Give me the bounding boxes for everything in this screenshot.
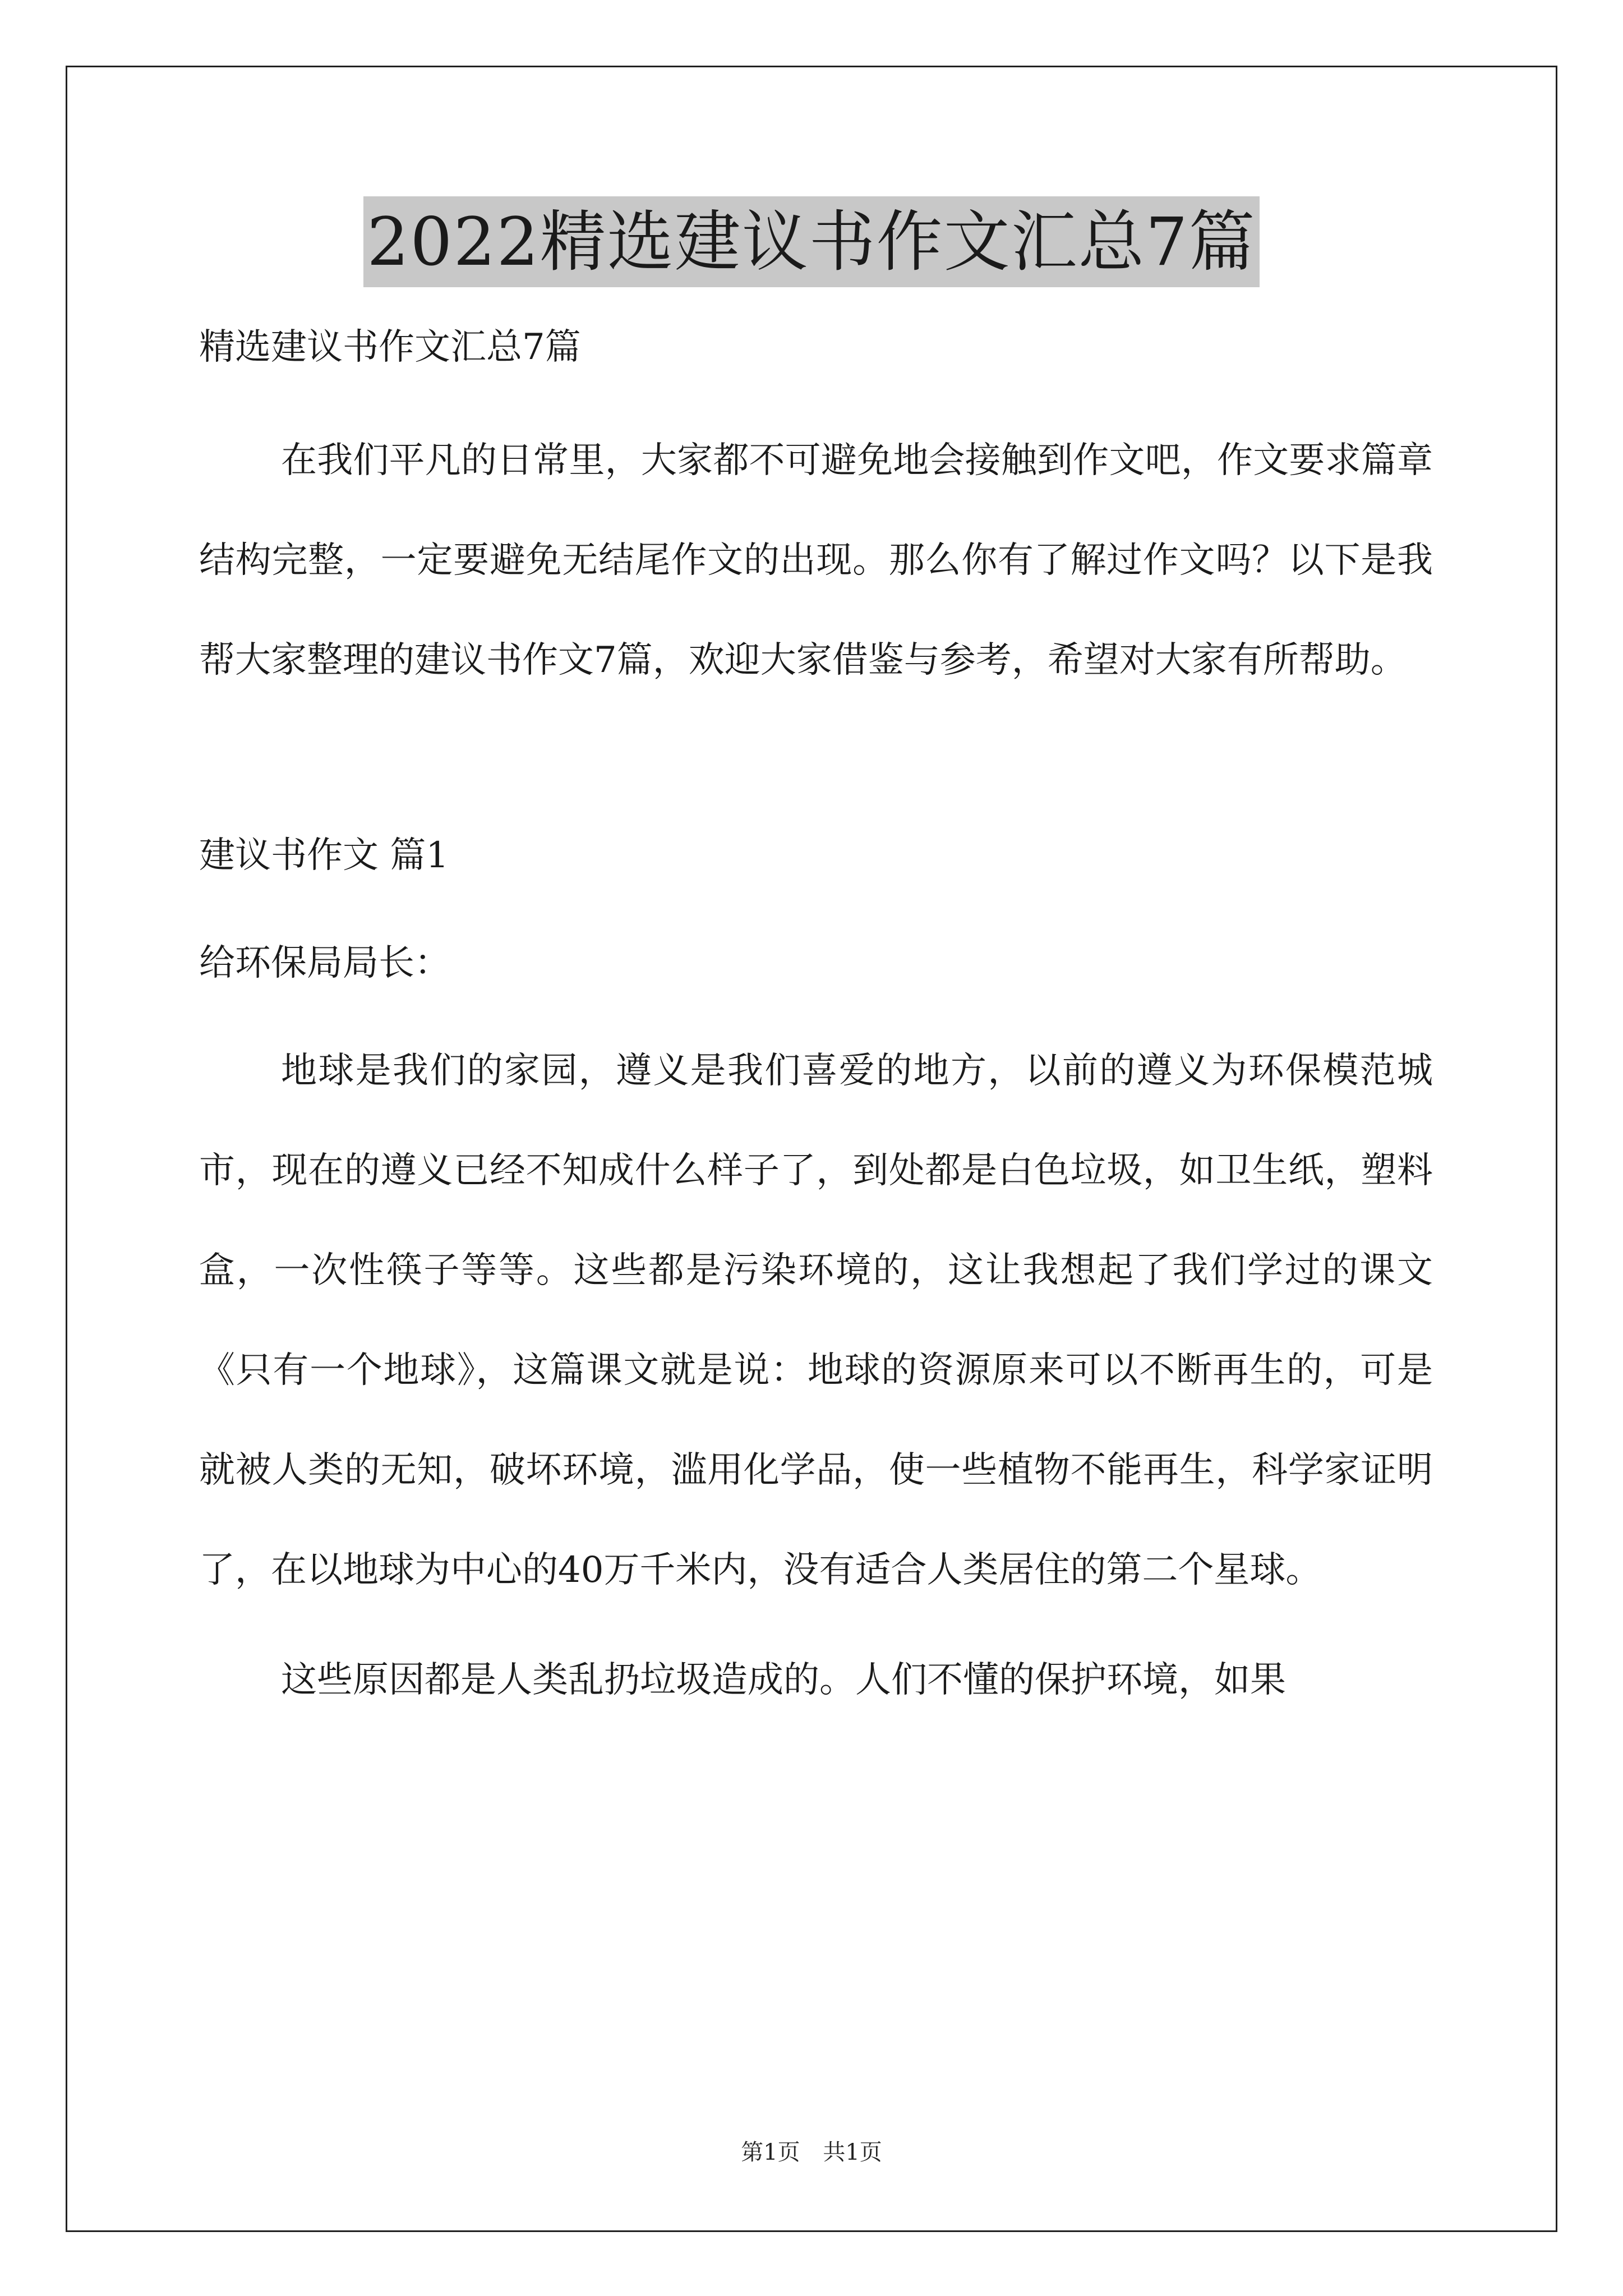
body-paragraph: 这些原因都是人类乱扔垃圾造成的。人们不懂的保护环境，如果	[281, 1659, 1286, 1701]
intro-paragraph: 在我们平凡的日常里，大家都不可避免地会接触到作文吧，作文要求篇章结构完整，一定要避免无结尾作文的出现。那么你有了解过作文吗？以下是我帮大家整理的建议书作文7篇，欢迎大家借鉴与参考，希望对大家有所帮助。	[199, 440, 1433, 681]
page-total: 共1页	[823, 2139, 882, 2165]
document-subtitle: 精选建议书作文汇总7篇	[199, 326, 581, 368]
body-paragraph: 地球是我们的家园，遵义是我们喜爱的地方，以前的遵义为环保模范城市，现在的遵义已经不知成什么样子了，到处都是白色垃圾，如卫生纸，塑料盒，一次性筷子等等。这些都是污染环境的，这让我想起了我们学过的课文《只有一个地球》，这篇课文就是说：地球的资源原来可以不断再生的，可是就被人类的无知，破坏环境，滥用化学品，使一些植物不能再生，科学家证明了，在以地球为中心的40万千米内，没有适合人类居住的第二个星球。	[199, 1050, 1433, 1591]
document-body	[199, 297, 1433, 1730]
section-heading: 建议书作文 篇1	[199, 835, 449, 876]
salutation: 给环保局局长：	[199, 942, 450, 984]
document-title: 2022精选建议书作文汇总7篇	[363, 196, 1259, 287]
title-container	[0, 196, 1623, 287]
page-number: 第1页	[741, 2139, 800, 2165]
page-footer	[0, 2134, 1623, 2166]
